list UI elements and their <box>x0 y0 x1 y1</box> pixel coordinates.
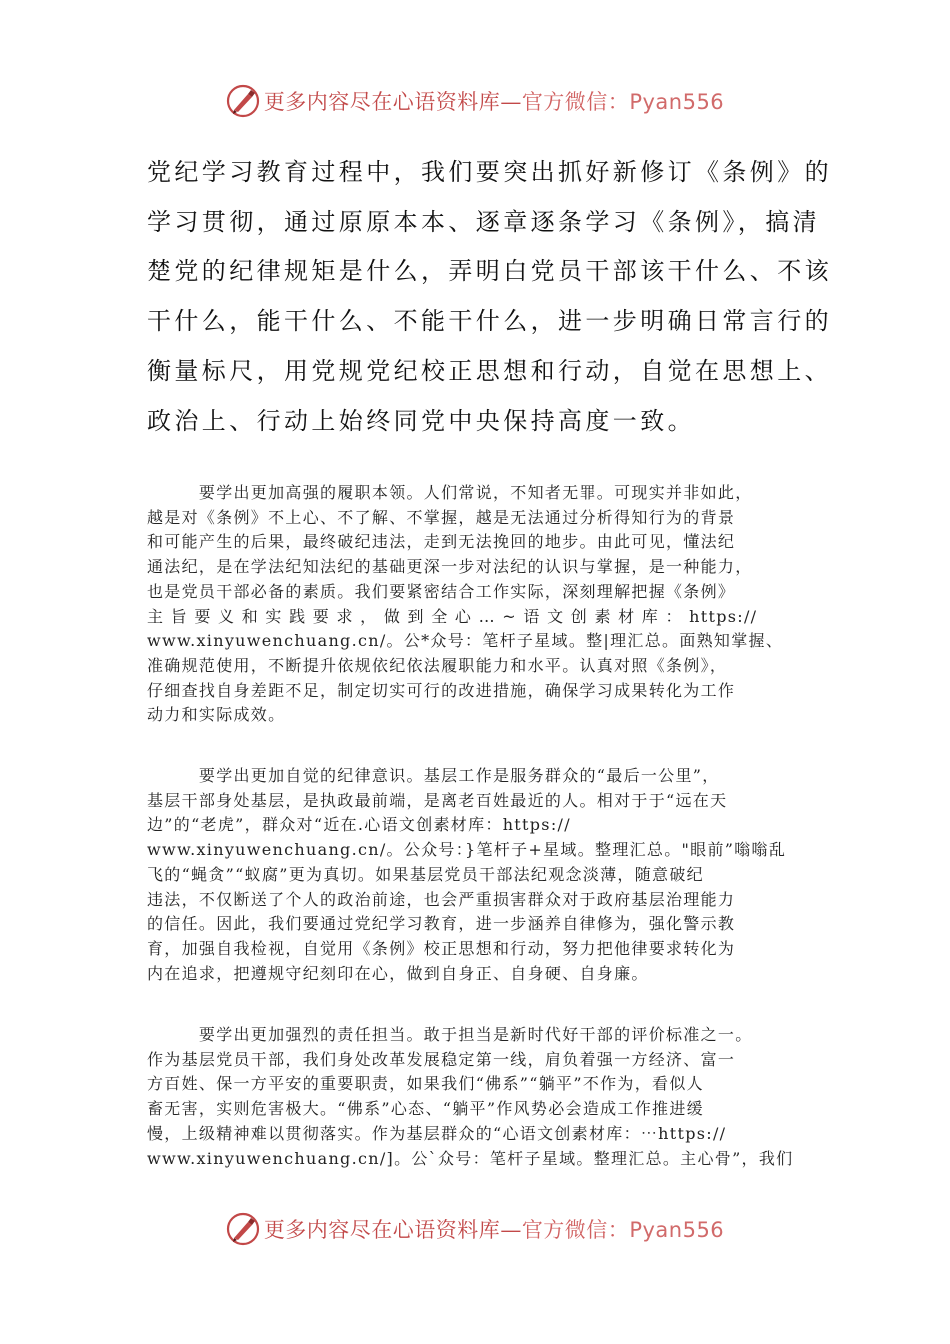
text-line: 边”的“老虎”，群众对“近在.心语文创素材库：https:// <box>147 815 571 835</box>
text-line: 作为基层党员干部，我们身处改革发展稳定第一线，肩负着强一方经济、富一 <box>147 1049 736 1069</box>
header-banner <box>0 78 950 124</box>
text-line: 方百姓、保一方平安的重要职责，如果我们“佛系”“躺平”不作为，看似人 <box>147 1074 704 1094</box>
text-line: 要学出更加高强的履职本领。人们常说，不知者无罪。可现实并非如此， <box>147 483 753 502</box>
pen-logo-icon <box>226 84 260 118</box>
text-line: 动力和实际成效。 <box>147 705 286 725</box>
intro-line: 干什么，能干什么、不能干什么，进一步明确日常言行的 <box>147 307 832 336</box>
intro-paragraph <box>147 148 832 446</box>
text-line: 也是党员干部必备的素质。我们要紧密结合工作实际，深刻理解把握《条例》 <box>147 581 736 601</box>
text-line: www.xinyuwenchuang.cn/。公众号：}笔杆子+星域。整理汇总。"眼前”嗡嗡乱 <box>147 840 787 860</box>
intro-line: 学习贯彻，通过原原本本、逐章逐条学习《条例》，搞清 <box>147 207 820 236</box>
text-line: 准确规范使用，不断提升依规依纪依法履职能力和水平。认真对照《条例》， <box>147 655 728 675</box>
intro-line: 政治上、行动上始终同党中央保持高度一致。 <box>147 406 695 435</box>
text-line: 基层干部身处基层，是执政最前端，是离老百姓最近的人。相对于于“远在天 <box>147 790 728 810</box>
wechat-id: Pyan556 <box>629 1218 725 1242</box>
text-line: 主 旨 要 义 和 实 践 要 求 ， 做 到 全 心 … ~ 语 文 创 素 材 库 ： https:// <box>147 606 758 626</box>
wechat-id: Pyan556 <box>629 90 725 114</box>
text-line: 违法，不仅断送了个人的政治前途，也会严重损害群众对于政府基层治理能力 <box>147 889 736 909</box>
text-line: 要学出更加强烈的责任担当。敢于担当是新时代好干部的评价标准之一。 <box>147 1025 753 1044</box>
text-line: www.xinyuwenchuang.cn/]。公`众号：笔杆子星域。整理汇总。主心骨”，我们 <box>147 1148 794 1168</box>
pen-logo-icon <box>226 1212 260 1246</box>
text-line: 育，加强自我检视，自觉用《条例》校正思想和行动，努力把他律要求转化为 <box>147 938 736 958</box>
banner-text: 更多内容尽在心语资料库—官方微信：Pyan556 <box>263 1218 725 1242</box>
section-2-paragraph <box>147 764 819 986</box>
intro-line: 楚党的纪律规矩是什么，弄明白党员干部该干什么、不该 <box>147 257 832 286</box>
text-line: www.xinyuwenchuang.cn/。公*众号：笔杆子星域。整|理汇总。面熟知掌握、 <box>147 631 784 651</box>
text-line: 和可能产生的后果，最终破纪违法，走到无法挽回的地步。由此可见，懂法纪 <box>147 532 736 552</box>
text-line: 的信任。因此，我们要通过党纪学习教育，进一步涵养自律修为，强化警示教 <box>147 914 736 934</box>
intro-line: 衡量标尺，用党规党纪校正思想和行动，自觉在思想上、 <box>147 356 832 385</box>
text-line: 仔细查找自身差距不足，制定切实可行的改进措施，确保学习成果转化为工作 <box>147 680 736 700</box>
text-line: 畜无害，实则危害极大。“佛系”心态、“躺平”作风势必会造成工作推进缓 <box>147 1099 704 1119</box>
text-line: 通法纪，是在学法纪知法纪的基础更深一步对法纪的认识与掌握，是一种能力， <box>147 557 753 577</box>
footer-banner <box>0 1206 950 1252</box>
text-line: 慢，上级精神难以贯彻落实。作为基层群众的“心语文创素材库：⋯https:// <box>147 1123 727 1143</box>
text-line: 越是对《条例》不上心、不了解、不掌握，越是无法通过分析得知行为的背景 <box>147 507 736 527</box>
text-line: 内在追求，把遵规守纪刻印在心，做到自身正、自身硬、自身廉。 <box>147 963 649 983</box>
section-3-paragraph <box>147 1023 819 1171</box>
intro-line: 党纪学习教育过程中，我们要突出抓好新修订《条例》的 <box>147 158 832 186</box>
section-1-paragraph <box>147 481 819 728</box>
banner-text: 更多内容尽在心语资料库—官方微信：Pyan556 <box>263 90 725 114</box>
text-line: 要学出更加自觉的纪律意识。基层工作是服务群众的“最后一公里”， <box>147 766 720 785</box>
text-line: 飞的“蝇贪”“蚁腐”更为真切。如果基层党员干部法纪观念淡薄，随意破纪 <box>147 864 704 884</box>
